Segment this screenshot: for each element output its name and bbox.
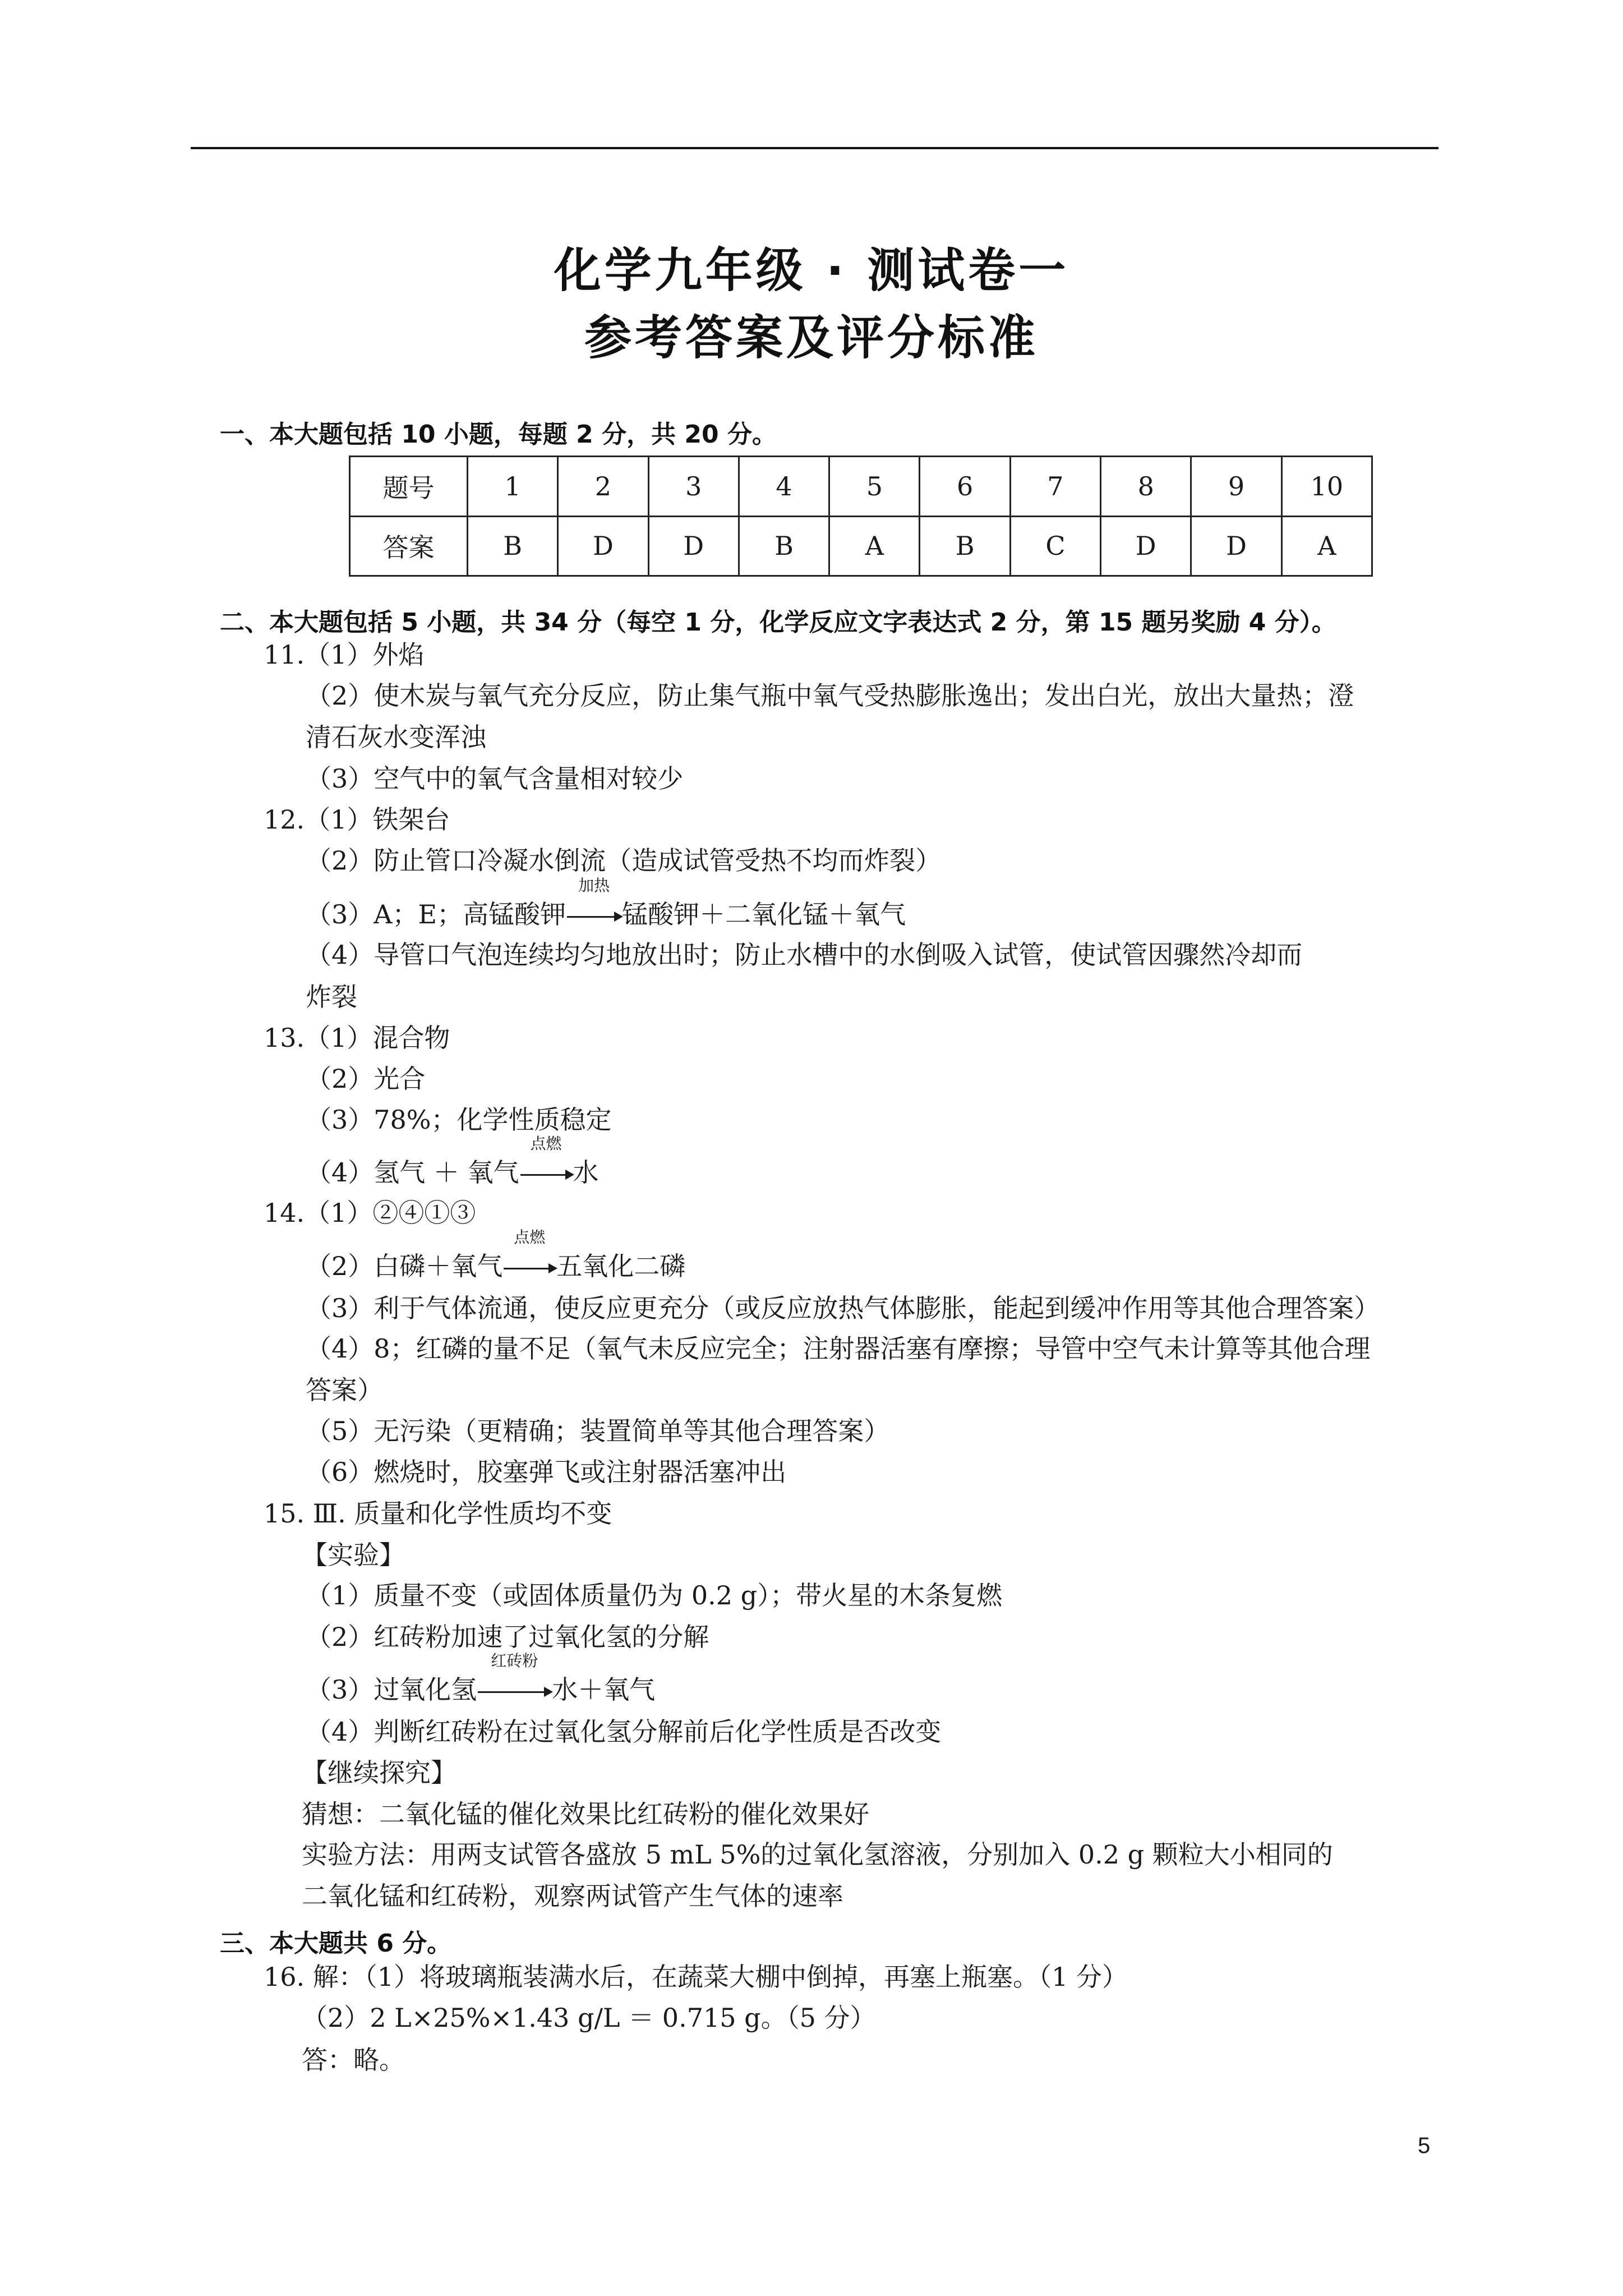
- subsection-label: 【实验】: [302, 1540, 405, 1570]
- answer-line: 答：略。: [302, 2045, 405, 2075]
- equation-text: （4）氢气 ＋ 氧气: [306, 1157, 519, 1188]
- document-title: 化学九年级 · 测试卷一: [554, 243, 1069, 298]
- answer-line: 二氧化锰和红砖粉，观察两试管产生气体的速率: [302, 1881, 843, 1911]
- reaction-arrow: [519, 1134, 573, 1190]
- answer-line: （2）使木炭与氧气充分反应，防止集气瓶中氧气受热膨胀逸出；发出白光，放出大量热；澄: [306, 680, 1354, 711]
- table-cell: 6: [920, 457, 1010, 517]
- answer-line: （2）2 L×25%×1.43 g/L ＝ 0.715 g。（5 分）: [302, 2003, 876, 2033]
- answer-line: 答案）: [306, 1375, 383, 1405]
- answer-line: 11.（1）外焰: [264, 639, 425, 670]
- reaction-condition: 点燃: [530, 1134, 562, 1153]
- table-cell: B: [468, 516, 558, 576]
- document-subtitle: 参考答案及评分标准: [584, 310, 1039, 365]
- answer-line: （4）导管口气泡连续均匀地放出时；防止水槽中的水倒吸入试管，使试管因骤然冷却而: [306, 940, 1303, 970]
- answer-line: （5）无污染（更精确；装置简单等其他合理答案）: [306, 1416, 890, 1446]
- header-rule: [191, 147, 1438, 149]
- table-cell: 4: [739, 457, 829, 517]
- equation-text: 锰酸钾＋二氧化锰＋氧气: [622, 899, 906, 930]
- table-header-cell: 答案: [350, 516, 468, 576]
- table-cell: B: [920, 516, 1010, 576]
- answer-line: 猜想：二氧化锰的催化效果比红砖粉的催化效果好: [302, 1799, 869, 1829]
- table-cell: 3: [648, 457, 739, 517]
- table-cell: D: [1101, 516, 1191, 576]
- table-cell: D: [648, 516, 739, 576]
- section3-heading: 三、本大题共 6 分。: [220, 1929, 452, 1958]
- answer-line: （6）燃烧时，胶塞弹飞或注射器活塞冲出: [306, 1457, 787, 1487]
- reaction-arrow: [477, 1651, 552, 1708]
- answer-line: （2）红砖粉加速了过氧化氢的分解: [306, 1622, 709, 1652]
- table-cell: 9: [1191, 457, 1281, 517]
- table-cell: 5: [829, 457, 920, 517]
- answer-line: 13.（1）混合物: [264, 1023, 450, 1053]
- table-cell: 10: [1281, 457, 1372, 517]
- equation-text: 水＋氧气: [552, 1674, 656, 1705]
- answer-line: 15. Ⅲ. 质量和化学性质均不变: [264, 1498, 612, 1529]
- table-cell: A: [1281, 516, 1372, 576]
- answer-line: （4）判断红砖粉在过氧化氢分解前后化学性质是否改变: [306, 1717, 942, 1747]
- table-cell: 8: [1101, 457, 1191, 517]
- table-cell: C: [1010, 516, 1100, 576]
- equation-line: [306, 1228, 686, 1284]
- reaction-arrow: [566, 876, 622, 932]
- reaction-condition: 红砖粉: [491, 1651, 538, 1670]
- equation-line: [306, 876, 906, 932]
- reaction-arrow: [502, 1228, 556, 1284]
- table-cell: 1: [468, 457, 558, 517]
- arrow-icon: [567, 916, 621, 918]
- table-cell: 7: [1010, 457, 1100, 517]
- table-cell: 2: [558, 457, 648, 517]
- answer-line: （3）空气中的氧气含量相对较少: [306, 763, 684, 794]
- answer-table: [349, 455, 1373, 577]
- table-cell: A: [829, 516, 920, 576]
- equation-text: 水: [573, 1157, 599, 1188]
- answer-line: （2）防止管口冷凝水倒流（造成试管受热不均而炸裂）: [306, 845, 942, 876]
- answer-line: （4）8；红磷的量不足（氧气未反应完全；注射器活塞有摩擦；导管中空气未计算等其他合理: [306, 1333, 1371, 1364]
- answer-line: 炸裂: [306, 982, 357, 1012]
- section1-heading: 一、本大题包括 10 小题，每题 2 分，共 20 分。: [220, 420, 777, 449]
- equation-text: （3）过氧化氢: [306, 1674, 477, 1705]
- answer-line: （1）质量不变（或固体质量仍为 0.2 g）；带火星的木条复燃: [306, 1580, 1003, 1611]
- answer-line: （3）利于气体流通，使反应更充分（或反应放热气体膨胀，能起到缓冲作用等其他合理答案）: [306, 1293, 1380, 1323]
- table-cell: D: [558, 516, 648, 576]
- table-cell: B: [739, 516, 829, 576]
- subsection-label: 【继续探究】: [302, 1757, 457, 1788]
- answer-line: 实验方法：用两支试管各盛放 5 mL 5%的过氧化氢溶液，分别加入 0.2 g 颗粒大小相同的: [302, 1839, 1333, 1870]
- table-header-cell: 题号: [350, 457, 468, 517]
- arrow-icon: [520, 1174, 572, 1176]
- equation-line: [306, 1651, 656, 1708]
- reaction-condition: 加热: [578, 876, 610, 895]
- answer-line: （2）光合: [306, 1064, 426, 1094]
- answer-line: 清石灰水变浑浊: [306, 722, 486, 752]
- arrow-icon: [478, 1691, 551, 1693]
- answer-line: （3）78%；化学性质稳定: [306, 1105, 612, 1135]
- equation-line: [306, 1134, 599, 1190]
- reaction-condition: 点燃: [514, 1228, 546, 1246]
- equation-text: （2）白磷＋氧气: [306, 1251, 503, 1281]
- table-row-numbers: [350, 457, 1372, 517]
- answer-line: 14.（1）②④①③: [264, 1198, 476, 1228]
- page-number: 5: [1418, 2133, 1431, 2158]
- arrow-icon: [504, 1268, 555, 1269]
- table-cell: D: [1191, 516, 1281, 576]
- answer-line: 12.（1）铁架台: [264, 804, 450, 835]
- table-row-answers: [350, 516, 1372, 576]
- equation-text: 五氧化二磷: [556, 1251, 686, 1281]
- equation-text: （3）A；E；高锰酸钾: [306, 899, 566, 930]
- section2-heading: 二、本大题包括 5 小题，共 34 分（每空 1 分，化学反应文字表达式 2 分，第 15 题另奖励 4 分）。: [220, 608, 1336, 637]
- answer-line: 16. 解：（1）将玻璃瓶装满水后，在蔬菜大棚中倒掉，再塞上瓶塞。（1 分）: [264, 1962, 1128, 1992]
